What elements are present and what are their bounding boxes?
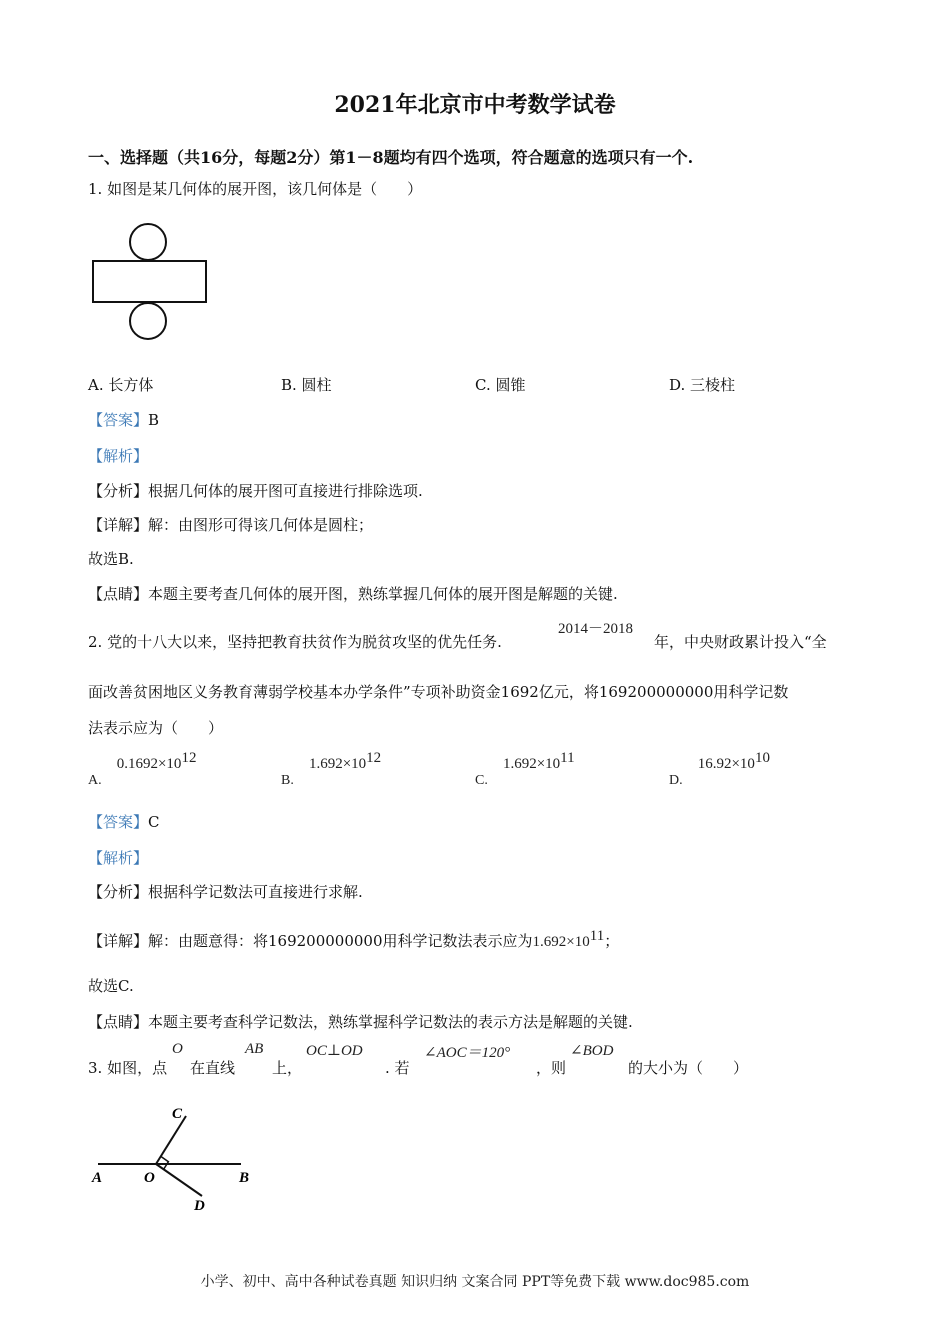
q2-years: 2014－2018 (558, 621, 634, 637)
option-math: 0.1692×10 (116, 756, 182, 773)
q1-option-d: D. 三棱柱 (669, 376, 736, 394)
q1-net-figure (90, 222, 210, 344)
section-heading: 一、选择题（共16分，每题2分）第1－8题均有四个选项，符合题意的选项只有一个. (88, 148, 694, 167)
q2-option-c (475, 750, 575, 789)
q3-angle-figure (88, 1104, 258, 1216)
q1-fenxi: 【分析】根据几何体的展开图可直接进行排除选项. (88, 482, 423, 500)
option-math: 16.92×10 (697, 756, 755, 773)
q3-m2: AB (245, 1041, 264, 1057)
q2-stem-a: 2. 党的十八大以来，坚持把教育扶贫作为脱贫攻坚的优先任务. (88, 633, 502, 651)
q3-m4: ∠AOC＝120° (424, 1045, 511, 1061)
q2-stem-d: 法表示应为（ ） (88, 719, 224, 737)
q2-answer (88, 811, 160, 832)
q2-option-b (281, 750, 382, 789)
q2-dianjing: 【点睛】本题主要考查科学记数法，熟练掌握科学记数法的表示方法是解题的关键. (88, 1013, 633, 1031)
xiangjie-end: ； (604, 932, 620, 950)
q3-s3: 上， (272, 1059, 303, 1077)
option-exp: 10 (754, 750, 770, 766)
q3-s2: 在直线 (190, 1059, 236, 1077)
bottom-circle (130, 303, 166, 339)
option-exp: 12 (181, 750, 197, 766)
q3-s1: 3. 如图，点 (88, 1059, 168, 1077)
q3-s4: . 若 (385, 1059, 410, 1077)
q1-option-a: A. 长方体 (88, 376, 154, 394)
answer-tag: 【答案】 (88, 813, 149, 831)
q2-analysis-tag: 【解析】 (88, 849, 149, 867)
q2-guxuan: 故选C. (88, 977, 134, 995)
q3-m1: O (172, 1041, 183, 1057)
option-exp: 11 (560, 750, 575, 766)
q3-m3: OC⊥OD (306, 1043, 363, 1059)
answer-tag: 【答案】 (88, 411, 149, 429)
option-math: 1.692×10 (308, 756, 367, 773)
label-d: D (194, 1198, 205, 1214)
q2-option-d (669, 750, 770, 789)
answer-value: C (148, 813, 160, 831)
q1-analysis-tag: 【解析】 (88, 447, 149, 465)
q3-s6: 的大小为（ ） (628, 1059, 749, 1077)
label-c: C (172, 1106, 183, 1122)
q2-fenxi: 【分析】根据科学记数法可直接进行求解. (88, 883, 363, 901)
q1-answer (88, 409, 159, 430)
q1-dianjing: 【点睛】本题主要考查几何体的展开图，熟练掌握几何体的展开图是解题的关键. (88, 585, 618, 603)
option-letter: C. (475, 773, 488, 789)
q1-option-c: C. 圆锥 (475, 376, 526, 394)
ray-od (156, 1164, 202, 1196)
ray-oc (156, 1116, 186, 1164)
q1-guxuan: 故选B. (88, 550, 134, 568)
q2-option-a (88, 750, 197, 789)
option-exp: 12 (366, 750, 382, 766)
q3-m5: ∠BOD (570, 1043, 614, 1059)
q1-option-b: B. 圆柱 (281, 376, 332, 394)
q1-xiangjie: 【详解】解：由图形可得该几何体是圆柱； (88, 516, 374, 534)
option-letter: D. (669, 773, 683, 789)
answer-value: B (148, 411, 160, 429)
q2-stem-c: 面改善贫困地区义务教育薄弱学校基本办学条件”专项补助资金1692亿元，将169200000000用科学记数 (88, 683, 789, 701)
q2-xiangjie (88, 928, 619, 951)
label-o: O (144, 1170, 155, 1186)
xiangjie-math: 1.692×10 (532, 934, 590, 950)
q2-stem-b: 年，中央财政累计投入“全 (654, 633, 827, 651)
xiangjie-text: 【详解】解：由题意得：将169200000000用科学记数法表示应为 (88, 932, 533, 950)
rectangle (93, 261, 206, 302)
xiangjie-exp: 11 (589, 928, 605, 944)
option-math: 1.692×10 (502, 756, 561, 773)
page-title: 2021年北京市中考数学试卷 (334, 92, 616, 118)
page-footer: 小学、初中、高中各种试卷真题 知识归纳 文案合同 PPT等免费下载 www.doc985.com (200, 1274, 750, 1290)
option-letter: B. (281, 773, 294, 789)
option-letter: A. (88, 773, 102, 789)
label-a: A (92, 1170, 103, 1186)
top-circle (130, 224, 166, 260)
q1-stem: 1. 如图是某几何体的展开图，该几何体是（ ） (88, 180, 423, 198)
q3-s5: ，则 (536, 1059, 567, 1077)
label-b: B (239, 1170, 250, 1186)
